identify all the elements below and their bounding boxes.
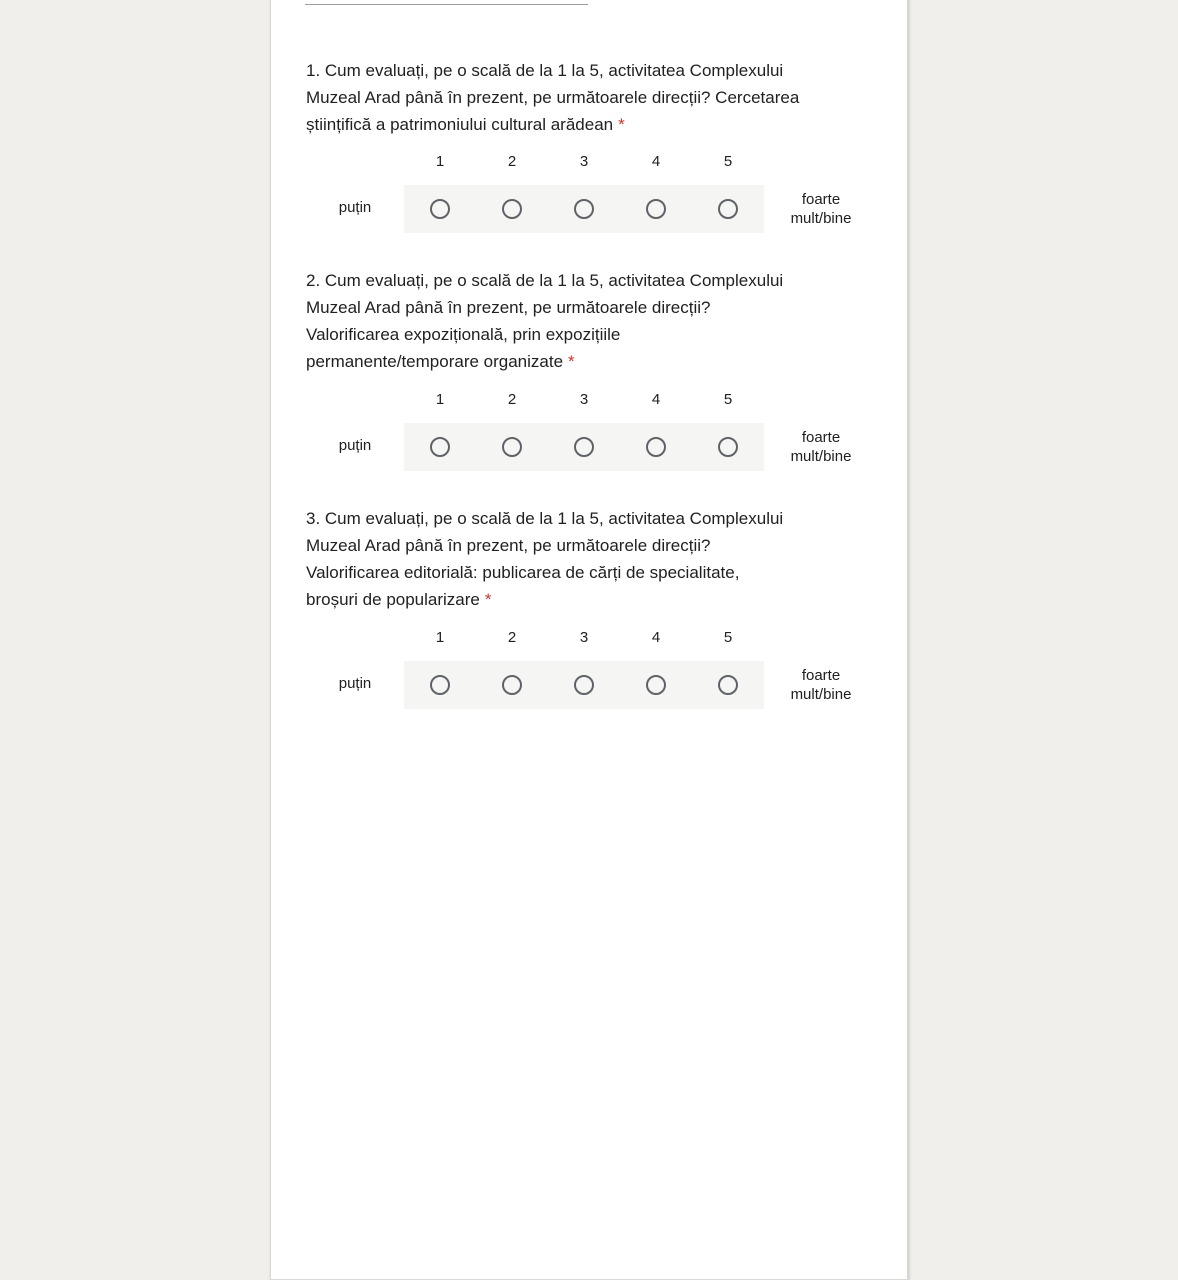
scale-number-5: 5	[723, 153, 733, 170]
scale-numbers-row	[404, 153, 764, 170]
q2-scale-radio-3[interactable]	[574, 437, 594, 457]
question-line: Valorificarea expozițională, prin expozițiile	[306, 325, 621, 344]
scale-number-3: 3	[579, 391, 589, 408]
required-asterisk: *	[618, 115, 625, 134]
question-line: Muzeal Arad până în prezent, pe următoarele direcții? Cercetarea	[306, 88, 800, 107]
scale-low-label: puțin	[338, 675, 372, 692]
scale-cell	[404, 675, 476, 695]
scale-number-1: 1	[435, 153, 445, 170]
question-2-text	[306, 267, 783, 375]
q1-scale-radio-1[interactable]	[430, 199, 450, 219]
scale-number-2: 2	[507, 153, 517, 170]
question-1	[0, 57, 1178, 287]
scale-high-label	[764, 666, 878, 704]
scale-cell	[476, 199, 548, 219]
question-line-text: științifică a patrimoniului cultural arădean	[306, 115, 614, 134]
q1-scale-radio-3[interactable]	[574, 199, 594, 219]
q1-scale-radio-5[interactable]	[718, 199, 738, 219]
scale-cell	[404, 199, 476, 219]
required-asterisk: *	[484, 590, 492, 609]
scale-low-label: puțin	[338, 199, 372, 216]
scale-number-1: 1	[435, 391, 445, 408]
scale-number-4: 4	[651, 391, 661, 408]
question-line: 1. Cum evaluați, pe o scală de la 1 la 5, activitatea Complexului	[306, 61, 784, 80]
question-line: Valorificarea editorială: publicarea de cărți de specialitate,	[306, 563, 740, 582]
scale-cell	[620, 675, 692, 695]
scale-low-label: puțin	[338, 437, 372, 454]
text-answer-underline[interactable]	[305, 4, 588, 5]
scale-cell	[620, 199, 692, 219]
scale-number-1: 1	[435, 629, 445, 646]
scale-cell	[548, 675, 620, 695]
scale-number-2: 2	[507, 629, 517, 646]
scale-band	[404, 423, 764, 471]
scale-cell	[404, 437, 476, 457]
scale-cell	[476, 437, 548, 457]
question-line: 3. Cum evaluați, pe o scală de la 1 la 5, activitatea Complexului	[306, 509, 784, 528]
scale-high-label-text: foarte mult/bine	[790, 429, 852, 465]
q2-scale-radio-5[interactable]	[718, 437, 738, 457]
scale-number-5: 5	[723, 391, 733, 408]
question-1-text	[306, 57, 799, 138]
q2-scale-radio-4[interactable]	[646, 437, 666, 457]
scale-cell	[692, 675, 764, 695]
q3-scale-radio-3[interactable]	[574, 675, 594, 695]
q3-scale-radio-5[interactable]	[718, 675, 738, 695]
question-line	[306, 348, 783, 375]
scale-number-3: 3	[579, 629, 589, 646]
question-line	[306, 586, 783, 613]
scale-band	[404, 661, 764, 709]
q2-scale-radio-2[interactable]	[502, 437, 522, 457]
scale-high-label-text: foarte mult/bine	[790, 191, 852, 227]
required-asterisk: *	[568, 352, 575, 371]
q1-scale-radio-2[interactable]	[502, 199, 522, 219]
scale-high-label	[764, 428, 878, 466]
q1-scale-radio-4[interactable]	[646, 199, 666, 219]
question-3	[0, 505, 1178, 735]
scale-number-2: 2	[507, 391, 517, 408]
q2-scale-radio-1[interactable]	[430, 437, 450, 457]
question-line: 2. Cum evaluați, pe o scală de la 1 la 5, activitatea Complexului	[306, 271, 784, 290]
scale-cell	[620, 437, 692, 457]
question-line: Muzeal Arad până în prezent, pe următoarele direcții?	[306, 536, 711, 555]
q3-scale-radio-1[interactable]	[430, 675, 450, 695]
scale-number-4: 4	[651, 153, 661, 170]
scale-cell	[692, 199, 764, 219]
scale-cell	[548, 437, 620, 457]
scale-high-label-text: foarte mult/bine	[790, 667, 852, 703]
question-line	[306, 111, 799, 138]
question-line: Muzeal Arad până în prezent, pe următoarele direcții?	[306, 298, 711, 317]
question-2	[0, 267, 1178, 497]
scale-high-label	[764, 190, 878, 228]
question-line-text: permanente/temporare organizate	[306, 352, 564, 371]
scale-numbers-row	[404, 391, 764, 408]
scale-number-5: 5	[723, 629, 733, 646]
scale-cell	[476, 675, 548, 695]
scale-band	[404, 185, 764, 233]
scale-number-4: 4	[651, 629, 661, 646]
scale-cell	[692, 437, 764, 457]
question-line-text: broșuri de popularizare	[306, 590, 480, 609]
question-3-text	[306, 505, 783, 613]
scale-cell	[548, 199, 620, 219]
q3-scale-radio-4[interactable]	[646, 675, 666, 695]
scale-numbers-row	[404, 629, 764, 646]
q3-scale-radio-2[interactable]	[502, 675, 522, 695]
scale-number-3: 3	[579, 153, 589, 170]
